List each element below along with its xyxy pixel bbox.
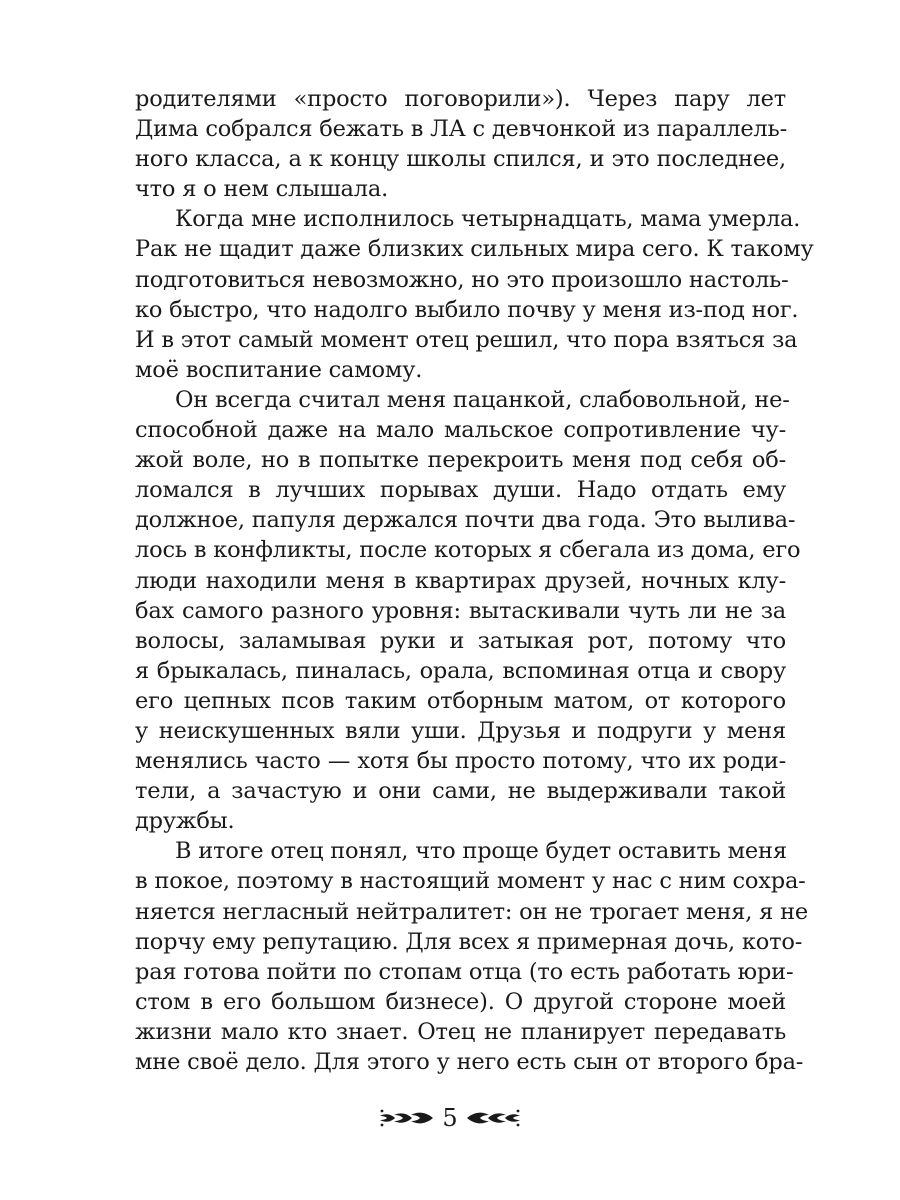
text-line: у неискушенных вяли уши. Друзья и подруги у меня: [135, 717, 786, 744]
text-line: И в этот самый момент отец решил, что пора взяться за: [135, 326, 798, 353]
text-line: Рак не щадит даже близких сильных мира сего. К такому: [135, 236, 814, 263]
text-line: ного класса, а к концу школы спился, и это последнее,: [135, 146, 786, 173]
text-line: стом в его большом бизнесе). О другой стороне моей: [135, 988, 786, 1015]
text-line: менялись часто — хотя бы просто потому, что их роди-: [135, 748, 786, 775]
text-line: порчу ему репутацию. Для всех я примерная дочь, кото-: [135, 928, 803, 955]
text-line: тели, а зачастую и они сами, не выдерживали такой: [135, 778, 786, 805]
text-line: бах самого разного уровня: вытаскивали чуть ли не за: [135, 597, 786, 624]
text-line: родителями «просто поговорили»). Через пару лет: [135, 86, 786, 112]
page-number: 5: [442, 1104, 458, 1132]
paragraph-first-line: Когда мне исполнилось четырнадцать, мама умерла.: [175, 206, 801, 233]
text-line: лось в конфликты, после которых я сбегала из дома, его: [135, 537, 801, 564]
text-line: люди находили меня в квартирах друзей, ночных клу-: [135, 567, 786, 594]
text-line: жой воле, но в попытке перекроить меня под себя об-: [135, 447, 786, 474]
paragraph-first-line: В итоге отец понял, что проще будет оставить меня: [175, 838, 787, 865]
page-footer: [0, 1098, 900, 1138]
text-line: волосы, заламывая руки и затыкая рот, потому что: [135, 627, 786, 654]
text-line: жизни мало кто знает. Отец не планирует передавать: [135, 1018, 786, 1045]
right-ornament-icon: [466, 1107, 522, 1129]
text-line: способной даже на мало мальское сопротивление чу-: [135, 417, 786, 444]
text-line: ко быстро, что надолго выбило почву у меня из-под ног.: [135, 296, 799, 323]
text-line: подготовиться невозможно, но это произошло настоль-: [135, 266, 789, 293]
text-line: рая готова пойти по стопам отца (то есть работать юри-: [135, 958, 794, 985]
text-line: Дима собрался бежать в ЛА с девчонкой из параллель-: [135, 116, 787, 143]
text-line: ломался в лучших порывах души. Надо отдать ему: [135, 477, 786, 504]
text-line: няется негласный нейтралитет: он не трогает меня, я не: [135, 898, 809, 925]
text-line: его цепных псов таким отборным матом, от которого: [135, 687, 786, 714]
text-line: мне своё дело. Для этого у него есть сын от второго бра-: [135, 1049, 804, 1075]
text-line: что я о нем слышала.: [135, 176, 389, 203]
text-line: я брыкалась, пиналась, орала, вспоминая отца и свору: [135, 657, 786, 684]
text-line: должное, папуля держался почти два года. Это вылива-: [135, 507, 796, 534]
left-ornament-icon: [378, 1107, 434, 1129]
paragraph-first-line: Он всегда считал меня пацанкой, слабовольной, не-: [175, 386, 790, 413]
text-line: моё воспитание самому.: [135, 356, 423, 383]
text-line: в покое, поэтому в настоящий момент у нас с ним сохра-: [135, 868, 806, 895]
text-line: дружбы.: [135, 808, 235, 835]
book-page-text: [135, 84, 814, 1077]
